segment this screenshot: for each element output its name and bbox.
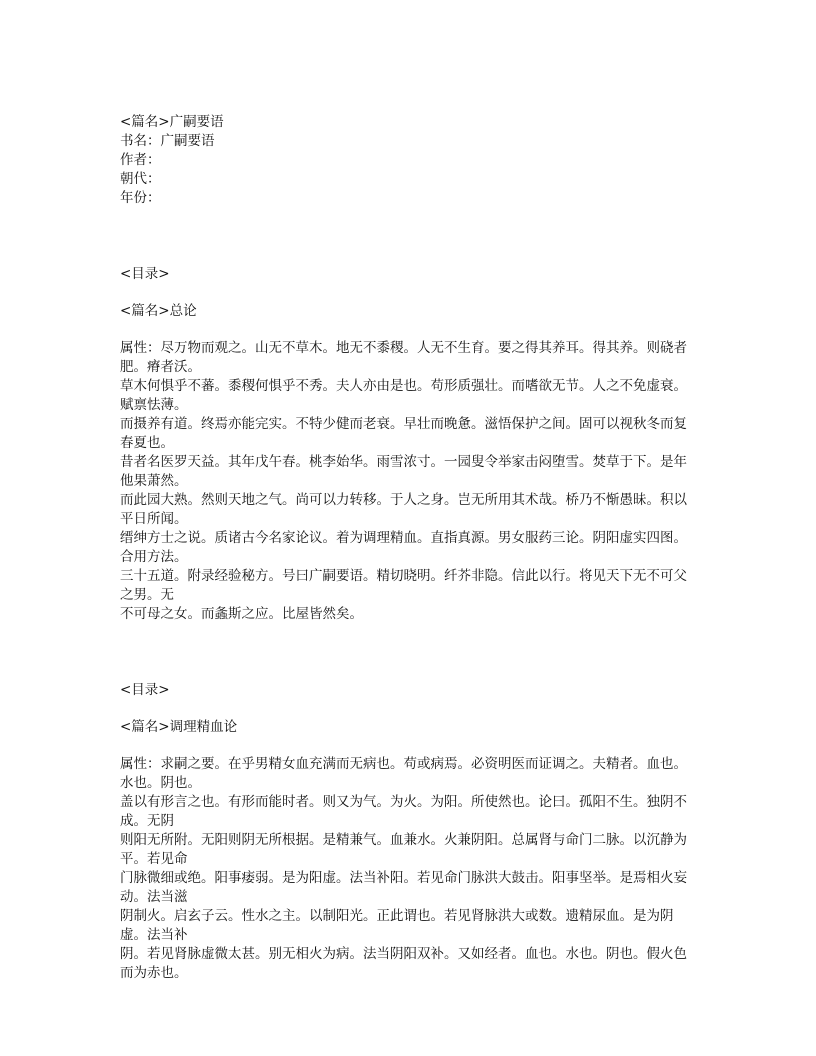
year-line: 年份： (120, 190, 161, 206)
author-line: 作者： (120, 152, 161, 168)
paragraph: 草木何惧乎不蕃。黍稷何惧乎不秀。夫人亦由是也。苟形质强壮。而嗜欲无节。人之不免虚衰。赋禀怯薄。 (120, 378, 687, 413)
paragraph: 而摄养有道。终焉亦能完实。不特少健而老衰。早壮而晚惫。滋悟保护之间。固可以视秋冬而复春夏也。 (120, 416, 687, 451)
paragraph: 属性：求嗣之要。在乎男精女血充满而无病也。苟或病焉。必资明医而证调之。夫精者。血也。水也。阴也。 (120, 756, 687, 791)
document-page (120, 113, 700, 983)
section-essence-blood (120, 681, 700, 983)
toc-label: <目录> (120, 266, 170, 282)
chapter-title: <篇名>总论 (120, 303, 197, 319)
paragraph: 属性：尽万物而观之。山无不草木。地无不黍稷。人无不生育。要之得其养耳。得其养。则硗者肥。瘠者沃。 (120, 340, 687, 375)
section-general-discussion (120, 265, 700, 624)
book-name-line: 书名：广嗣要语 (120, 133, 215, 149)
paragraph: 盖以有形言之也。有形而能时者。则又为气。为火。为阳。所使然也。论曰。孤阳不生。独阴不成。无阴 (120, 794, 687, 829)
paragraph: 门脉微细或绝。阳事痿弱。是为阳虚。法当补阳。若见命门脉洪大鼓击。阳事坚举。是焉相火妄动。法当滋 (120, 870, 687, 905)
chapter-title: <篇名>调理精血论 (120, 719, 238, 735)
paragraph: 阴。若见肾脉虚微太甚。别无相火为病。法当阴阳双补。又如经者。血也。水也。阴也。假火色而为赤也。 (120, 946, 687, 981)
paragraph: 而此园大熟。然则天地之气。尚可以力转移。于人之身。岂无所用其术哉。桥乃不惭愚昧。积以平日所闻。 (120, 492, 687, 527)
dynasty-line: 朝代： (120, 171, 161, 187)
paragraph: 不可母之女。而螽斯之应。比屋皆然矣。 (120, 606, 363, 622)
paragraph: 缙绅方士之说。质诸古今名家论议。着为调理精血。直指真源。男女服药三论。阴阳虚实四图。合用方法。 (120, 530, 687, 565)
title-line: <篇名>广嗣要语 (120, 114, 224, 130)
toc-label: <目录> (120, 682, 170, 698)
document-header (120, 113, 700, 208)
paragraph: 阴制火。启玄子云。性水之主。以制阳光。正此谓也。若见肾脉洪大或数。遗精尿血。是为阴虚。法当补 (120, 908, 674, 943)
paragraph: 三十五道。附录经验秘方。号曰广嗣要语。精切晓明。纤芥非隐。信此以行。将见天下无不可父之男。无 (120, 568, 687, 603)
paragraph: 昔者名医罗天益。其年戊午春。桃李始华。雨雪浓寸。一园叟令举家击闷堕雪。焚草于下。是年他果萧然。 (120, 454, 687, 489)
paragraph: 则阳无所附。无阳则阴无所根据。是精兼气。血兼水。火兼阴阳。总属肾与命门二脉。以沉静为平。若见命 (120, 832, 687, 867)
